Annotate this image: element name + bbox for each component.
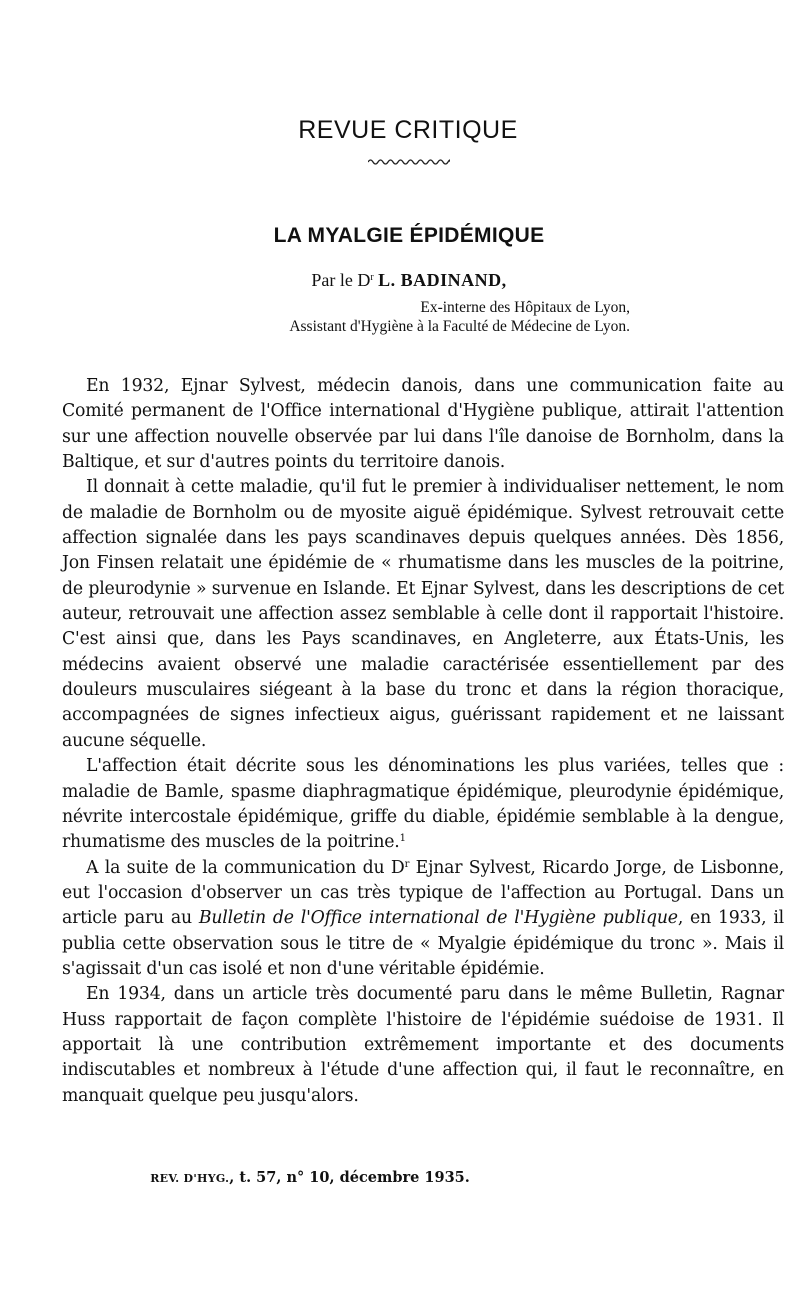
article-body: [62, 374, 784, 1109]
paragraph-5: En 1934, dans un article très documenté paru dans le même Bulletin, Ragnar Huss rapportait de façon complète l'histoire de l'épidémie suédoise de 1931. Il apportait là une contribution extrêmement importante et des documents indiscutables et nombreux à l'étude d'une affection qui, il faut le reconnaître, en manquait quelque peu jusqu'alors.: [62, 984, 784, 1106]
affiliation-line-2: Assistant d'Hygiène à la Faculté de Médecine de Lyon.: [289, 318, 630, 335]
paragraph-2: Il donnait à cette maladie, qu'il fut le premier à individualiser nettement, le nom de maladie de Bornholm ou de myosite aiguë épidémique. Sylvest retrouvait cette affection signalée dans les pays scandinaves depuis quelques années. Dès 1856, Jon Finsen relatait une épidémie de « rhumatisme dans les muscles de la poitrine, de pleurodynie » survenue en Islande. Et Ejnar Sylvest, dans les descriptions de cet auteur, retrouvait une affection assez semblable à celle dont il rapportait l'histoire. C'est ainsi que, dans les Pays scandinaves, en Angleterre, aux États-Unis, les médecins avaient observé une maladie caractérisée essentiellement par des douleurs musculaires siégeant à la base du tronc et dans la région thoracique, accompagnées de signes infectieux aigus, guérissant rapidement et ne laissant aucune séquelle.: [62, 477, 784, 751]
wavy-rule-ornament: [368, 156, 450, 166]
paragraph-4-text-b: Ejnar Sylvest, Ricardo Jorge, de Lisbonne, eut l'occasion d'observer un cas très typique de l'affection au Portugal. Dans un article paru au: [62, 857, 784, 929]
paragraph-4: [62, 856, 784, 983]
byline-sup: r: [370, 272, 374, 283]
paragraph-1: En 1932, Ejnar Sylvest, médecin danois, dans une communication faite au Comité permanent de l'Office international d'Hygiène publique, attirait l'attention sur une affection nouvelle observée par lui dans l'île danoise de Bornholm, dans la Baltique, et sur d'autres points du territoire danois.: [62, 376, 784, 473]
footnote-marker: 1: [399, 833, 406, 845]
journal-abbreviation: REV. D'HYG.: [150, 1172, 230, 1185]
section-rubric: REVUE CRITIQUE: [298, 116, 518, 144]
article-title: LA MYALGIE ÉPIDÉMIQUE: [273, 224, 545, 247]
author-affiliation: [289, 298, 630, 336]
citation-details: , t. 57, n° 10, décembre 1935.: [229, 1169, 470, 1186]
paragraph-3-text: L'affection était décrite sous les dénominations les plus variées, telles que : maladie de Bamle, spasme diaphragmatique épidémique, pleurodynie épidémique, névrite intercostale épidémique, griffe du diable, épidémie semblable à la dengue, rhumatisme des muscles de la poitrine.: [62, 756, 784, 853]
paragraph-3: [62, 754, 784, 855]
paragraph-4-text-c: , en 1933, il publia cette observation sous le titre de « Myalgie épidémique du tronc ». Mais il s'agissait d'un cas isolé et non d'une véritable épidémie.: [62, 908, 785, 979]
byline: [0, 270, 800, 291]
citation-footer: [0, 1169, 620, 1186]
doctor-abbr-sup: r: [404, 858, 410, 870]
journal-title-italic: Bulletin de l'Office international de l'Hygiène publique: [198, 908, 678, 929]
author-name: L. BADINAND,: [378, 270, 507, 290]
paragraph-4-text-a: A la suite de la communication du D: [86, 857, 405, 878]
affiliation-line-1: Ex-interne des Hôpitaux de Lyon,: [420, 299, 630, 316]
byline-prefix: Par le D: [311, 270, 371, 290]
